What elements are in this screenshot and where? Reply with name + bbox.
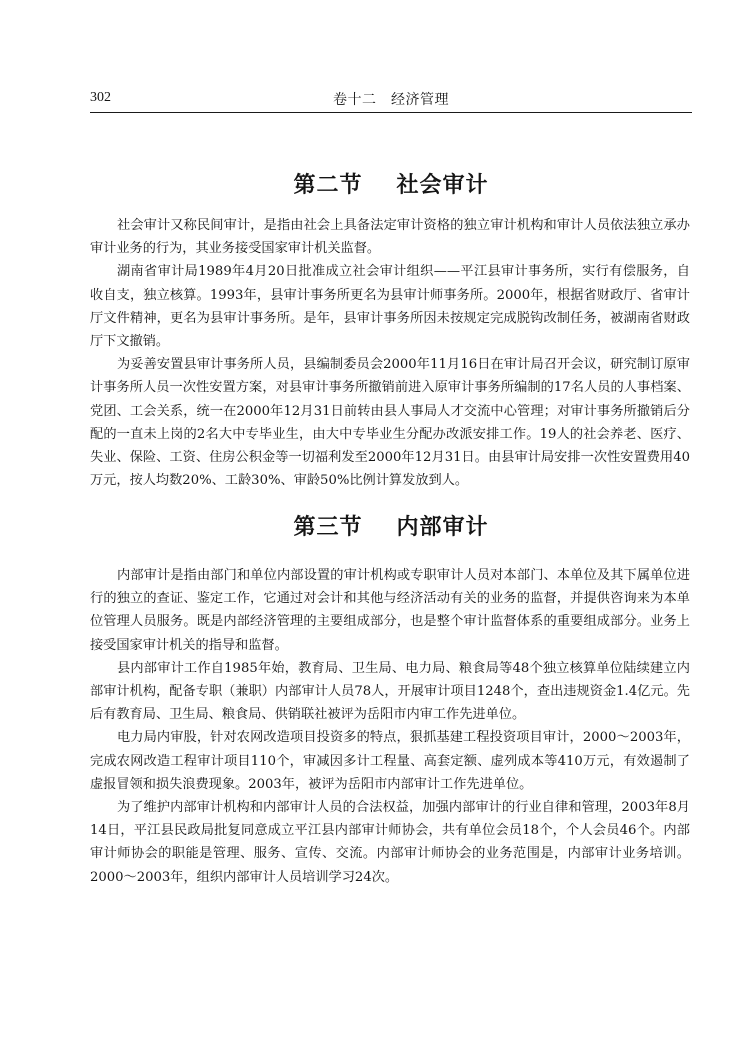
section-body-social-audit (90, 214, 690, 492)
section-name: 内部审计 (396, 515, 489, 540)
paragraph: 为妥善安置县审计事务所人员，县编制委员会2000年11月16日在审计局召开会议，研究制订原审计事务所人员一次性安置方案，对县审计事务所撤销前进入原审计事务所编制的17名人员的人事档案、党团、工会关系，统一在2000年12月31日前转由县人事局人才交流中心管理；对审计事务所撤销后分配的一直未上岗的2名大中专毕业生，由大中专毕业生分配办改派安排工作。19人的社会养老、医疗、失业、保险、工资、住房公积金等一切福利发至2000年12月31日。由县审计局安排一次性安置费用40万元，按人均数20%、工龄30%、审龄50%比例计算发放到人。 (90, 357, 690, 489)
section-number: 第三节 (293, 515, 363, 540)
running-header (90, 88, 692, 113)
paragraph: 内部审计是指由部门和单位内部设置的审计机构或专职审计人员对本部门、本单位及其下属单位进行的独立的查证、鉴定工作，它通过对会计和其他与经济活动有关的业务的监督，并提供咨询来为本单位管理人员服务。既是内部经济管理的主要组成部分，也是整个审计监督体系的重要组成部分。业务上接受国家审计机关的指导和监督。 (90, 568, 690, 653)
paragraph: 湖南省审计局1989年4月20日批准成立社会审计组织——平江县审计事务所，实行有偿服务，自收自支，独立核算。1993年，县审计事务所更名为县审计师事务所。2000年，根据省财政厅、省审计厅文件精神，更名为县审计事务所。是年，县审计事务所因未按规定完成脱钩改制任务，被湖南省财政厅下文撤销。 (90, 264, 690, 350)
section-number: 第二节 (293, 173, 363, 198)
paragraph: 社会审计又称民间审计，是指由社会上具备法定审计资格的独立审计机构和审计人员依法独立承办审计业务的行为，其业务接受国家审计机关监督。 (90, 218, 690, 257)
section-title-internal-audit (90, 510, 692, 541)
section-title-social-audit (90, 168, 692, 199)
section-name: 社会审计 (396, 173, 489, 198)
paragraph: 为了维护内部审计机构和内部审计人员的合法权益，加强内部审计的行业自律和管理，2003年8月14日，平江县民政局批复同意成立平江县内部审计师协会，共有单位会员18个，个人会员46个。内部审计师协会的职能是管理、服务、宣传、交流。内部审计师协会的业务范围是，内部审计业务培训。2000～2003年，组织内部审计人员培训学习24次。 (90, 800, 690, 885)
section-body-internal-audit (90, 564, 690, 889)
paragraph: 电力局内审股，针对农网改造项目投资多的特点，狠抓基建工程投资项目审计，2000～2003年，完成农网改造工程审计项目110个，审减因多计工程量、高套定额、虚列成本等410万元，有效遏制了虚报冒领和损失浪费现象。2003年，被评为岳阳市内部审计工作先进单位。 (90, 730, 690, 792)
page-number: 302 (90, 90, 111, 105)
paragraph: 县内部审计工作自1985年始，教育局、卫生局、电力局、粮食局等48个独立核算单位陆续建立内部审计机构，配备专职（兼职）内部审计人员78人，开展审计项目1248个，查出违规资金1.4亿元。先后有教育局、卫生局、粮食局、供销联社被评为岳阳市内审工作先进单位。 (90, 660, 690, 723)
running-title: 卷十二 经济管理 (333, 92, 449, 108)
